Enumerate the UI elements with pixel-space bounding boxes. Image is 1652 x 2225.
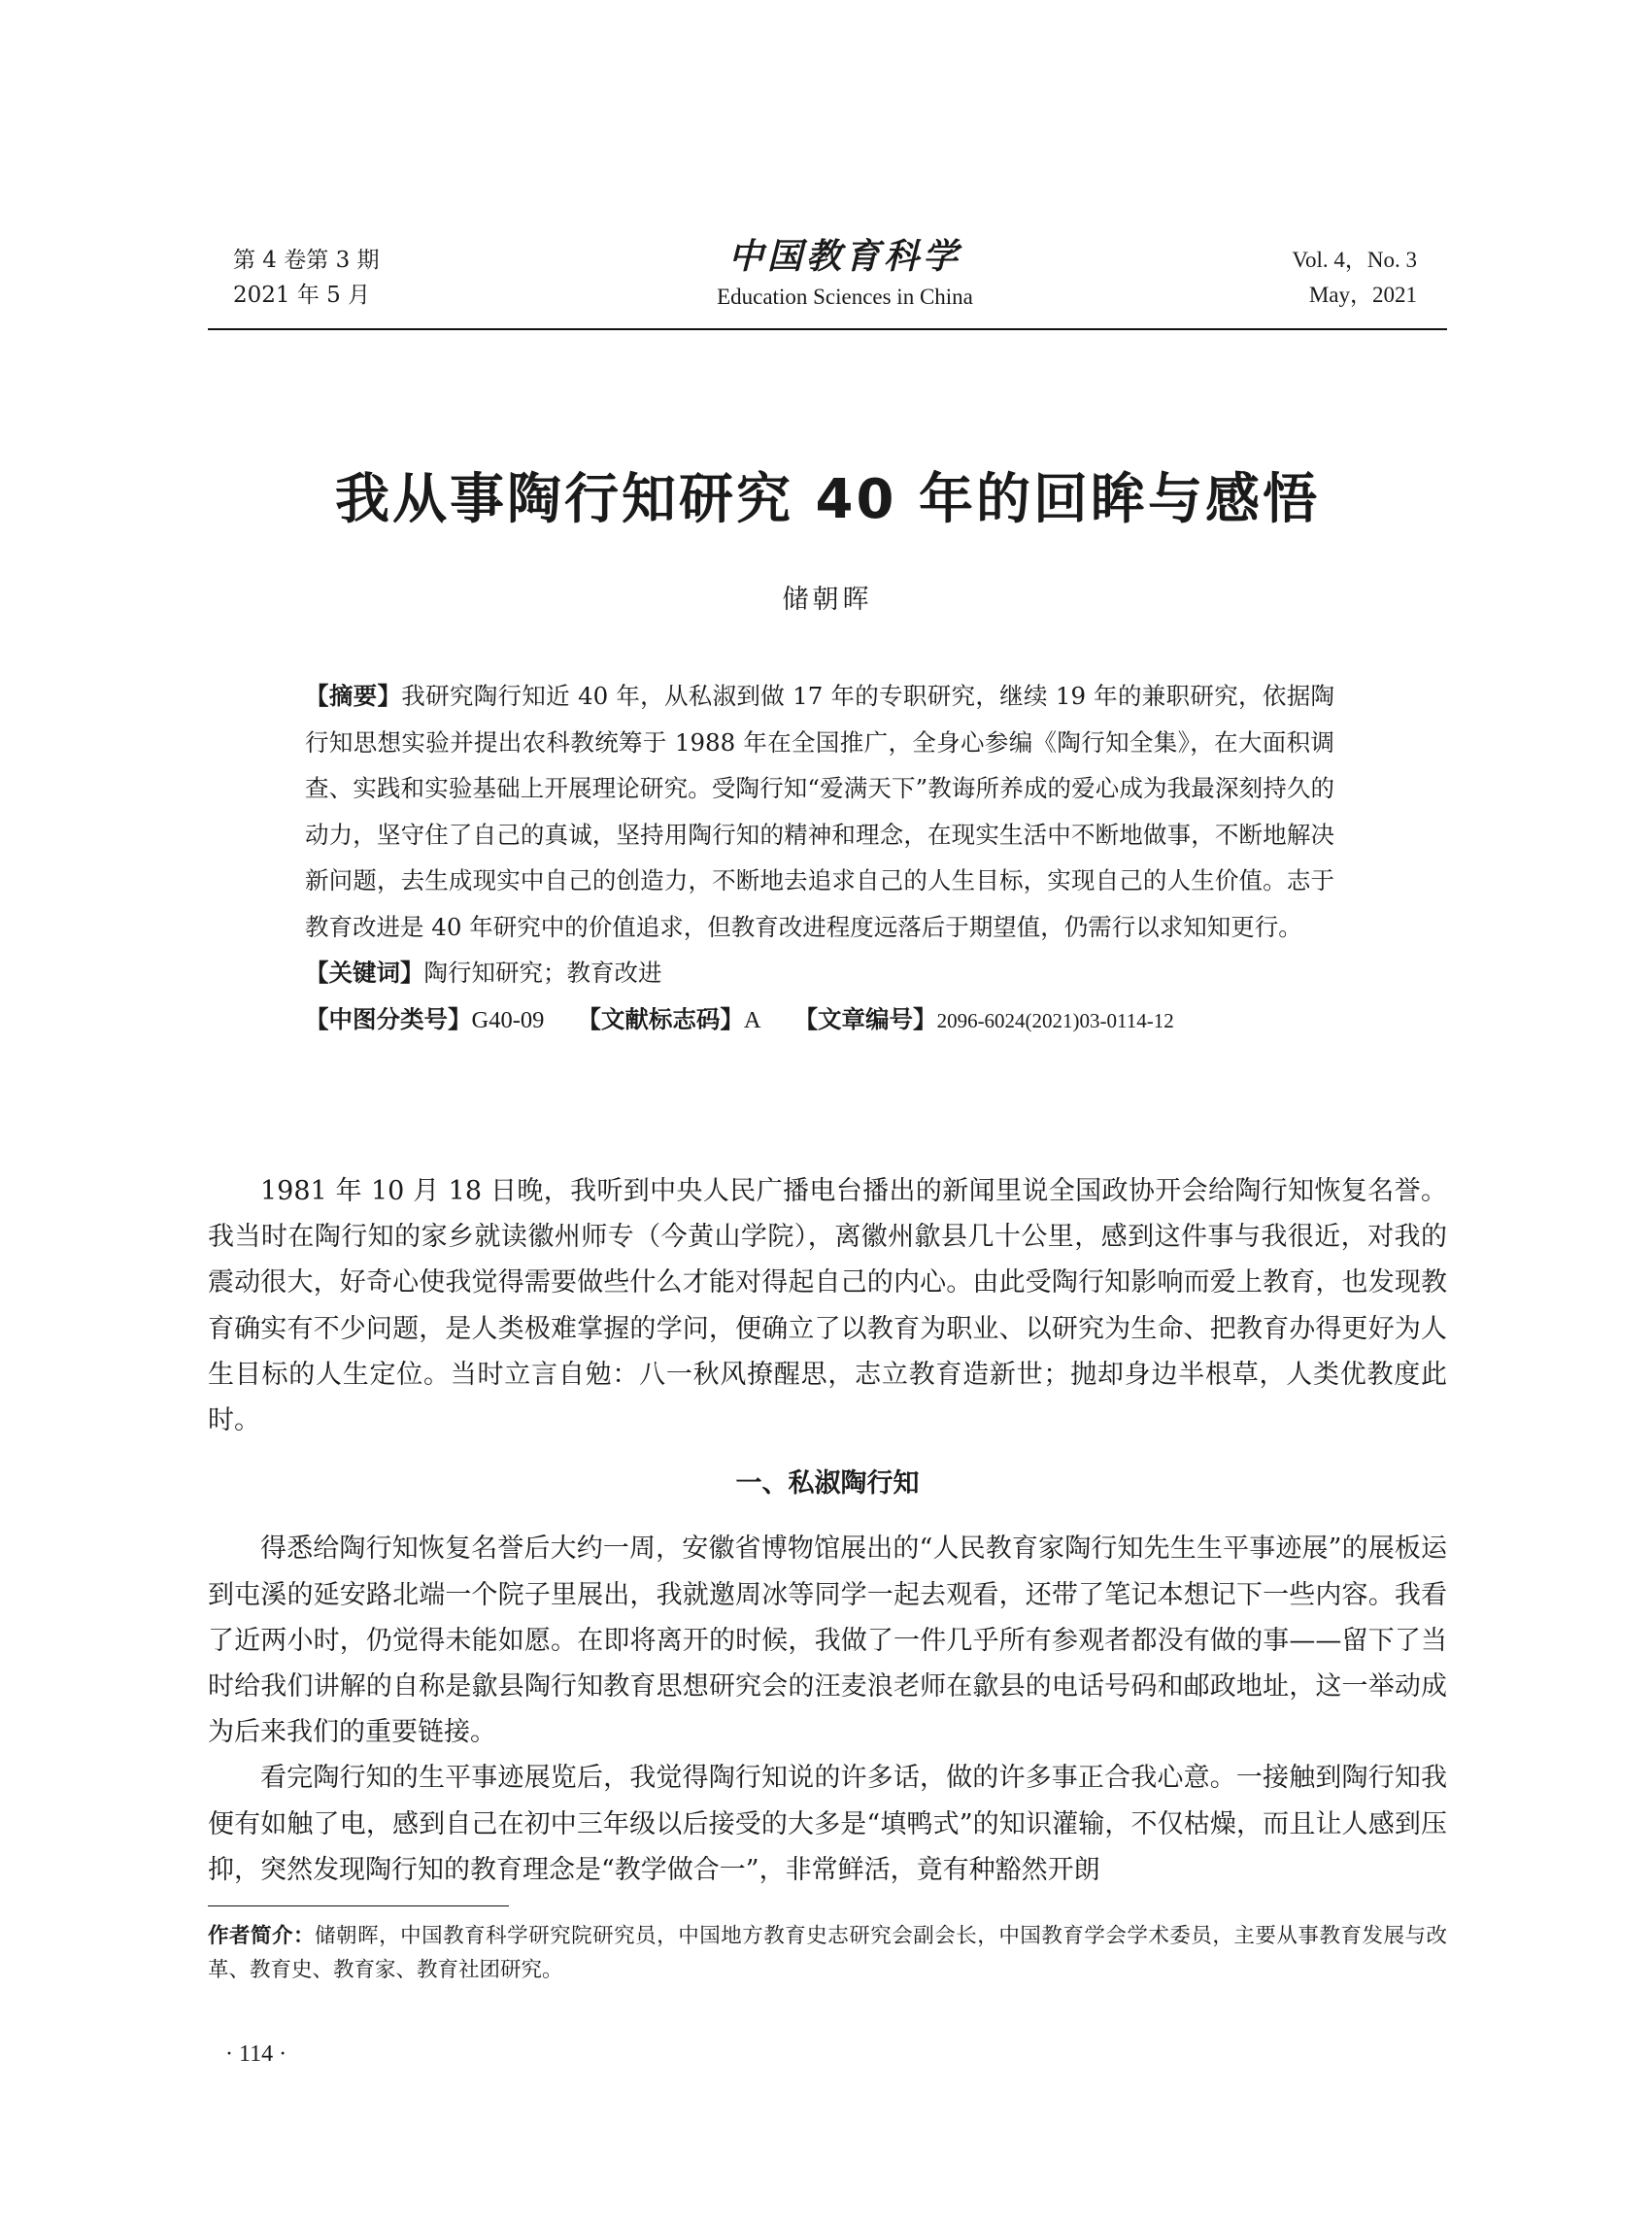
- article-no-value: 2096-6024(2021)03-0114-12: [936, 1008, 1174, 1032]
- page-number: · 114 ·: [225, 2041, 287, 2067]
- abstract-paragraph: [305, 673, 1334, 950]
- article-author: 储朝晖: [782, 585, 873, 615]
- footnote-label: 作者简介：: [208, 1924, 316, 1948]
- clc-value: G40-09: [471, 1006, 545, 1033]
- journal-masthead: [602, 229, 1088, 310]
- volume-issue-cn: 第 4 卷第 3 期: [233, 248, 380, 273]
- journal-name-cn: 中国教育科学: [727, 236, 961, 277]
- body-paragraph: 1981 年 10 月 18 日晚，我听到中央人民广播电台播出的新闻里说全国政协开会给陶行知恢复名誉。我当时在陶行知的家乡就读徽州师专（今黄山学院），离徽州歙县几十公里，感到这件事与我很近，对我的震动很大，好奇心使我觉得需要做些什么才能对得起自己的内心。由此受陶行知影响而爱上教育，也发现教育确实有不少问题，是人类极难掌握的学问，便确立了以教育为职业、以研究为生命、把教育办得更好为人生目标的人生定位。当时立言自勉：八一秋风撩醒思，志立教育造新世；抛却身边半根草，人类优教度此时。: [208, 1176, 1447, 1436]
- article-title: 我从事陶行知研究 40 年的回眸与感悟: [335, 468, 1320, 531]
- section-heading: 一、私淑陶行知: [735, 1468, 920, 1500]
- abstract-label: 【摘要】: [305, 682, 402, 710]
- keywords-text: 陶行知研究；教育改进: [423, 959, 662, 987]
- doc-code-label: 【文献标志码】: [577, 1004, 744, 1033]
- article-no-label: 【文章编号】: [793, 1004, 937, 1033]
- author-footnote: [208, 1919, 1447, 1987]
- article-body: [208, 1168, 1447, 1893]
- journal-name-en: Education Sciences in China: [717, 285, 973, 309]
- footnote-rule: [208, 1905, 509, 1906]
- abstract-block: [305, 673, 1334, 1044]
- footnote-text: 储朝晖，中国教育科学研究院研究员，中国地方教育史志研究会副会长，中国教育学会学术委员，主要从事教育发展与改革、教育史、教育家、教育社团研究。: [208, 1924, 1447, 1982]
- abstract-text: 我研究陶行知近 40 年，从私淑到做 17 年的专职研究，继续 19 年的兼职研究，依据陶行知思想实验并提出农科教统筹于 1988 年在全国推广，全身心参编《陶行知全集》，在大面积调查、实践和实验基础上开展理论研究。受陶行知“爱满天下”教诲所养成的爱心成为我最深刻持久的动力，坚守住了自己的真诚，坚持用陶行知的精神和理念，在现实生活中不断地做事，不断地解决新问题，去生成现实中自己的创造力，不断地去追求自己的人生目标，实现自己的人生价值。志于教育改进是 40 年研究中的价值追求，但教育改进程度远落后于期望值，仍需行以求知知更行。: [305, 682, 1335, 941]
- body-paragraph: 看完陶行知的生平事迹展览后，我觉得陶行知说的许多话，做的许多事正合我心意。一接触到陶行知我便有如触了电，感到自己在初中三年级以后接受的大多是“填鸭式”的知识灌输，不仅枯燥，而且让人感到压抑，突然发现陶行知的教育理念是“教学做合一”，非常鲜活，竟有种豁然开朗: [208, 1763, 1447, 1885]
- classification-line: [305, 996, 1334, 1045]
- running-header-right: [1292, 243, 1417, 313]
- body-paragraph: 得悉给陶行知恢复名誉后大约一周，安徽省博物馆展出的“人民教育家陶行知先生生平事迹展”的展板运到屯溪的延安路北端一个院子里展出，我就邀周冰等同学一起去观看，还带了笔记本想记下一些内容。我看了近两小时，仍觉得未能如愿。在即将离开的时候，我做了一件几乎所有参观者都没有做的事——留下了当时给我们讲解的自称是歙县陶行知教育思想研究会的汪麦浪老师在歙县的电话号码和邮政地址，这一举动成为后来我们的重要链接。: [208, 1534, 1447, 1748]
- running-header-left: [233, 243, 380, 313]
- doc-code-value: A: [743, 1006, 761, 1033]
- date-en: May，2021: [1308, 283, 1417, 307]
- date-cn: 2021 年 5 月: [233, 283, 371, 308]
- header-rule: [208, 328, 1447, 330]
- volume-issue-en: Vol. 4，No. 3: [1292, 248, 1417, 272]
- keywords-line: [305, 950, 1334, 996]
- clc-label: 【中图分类号】: [305, 1004, 472, 1033]
- keywords-label: 【关键词】: [305, 959, 424, 987]
